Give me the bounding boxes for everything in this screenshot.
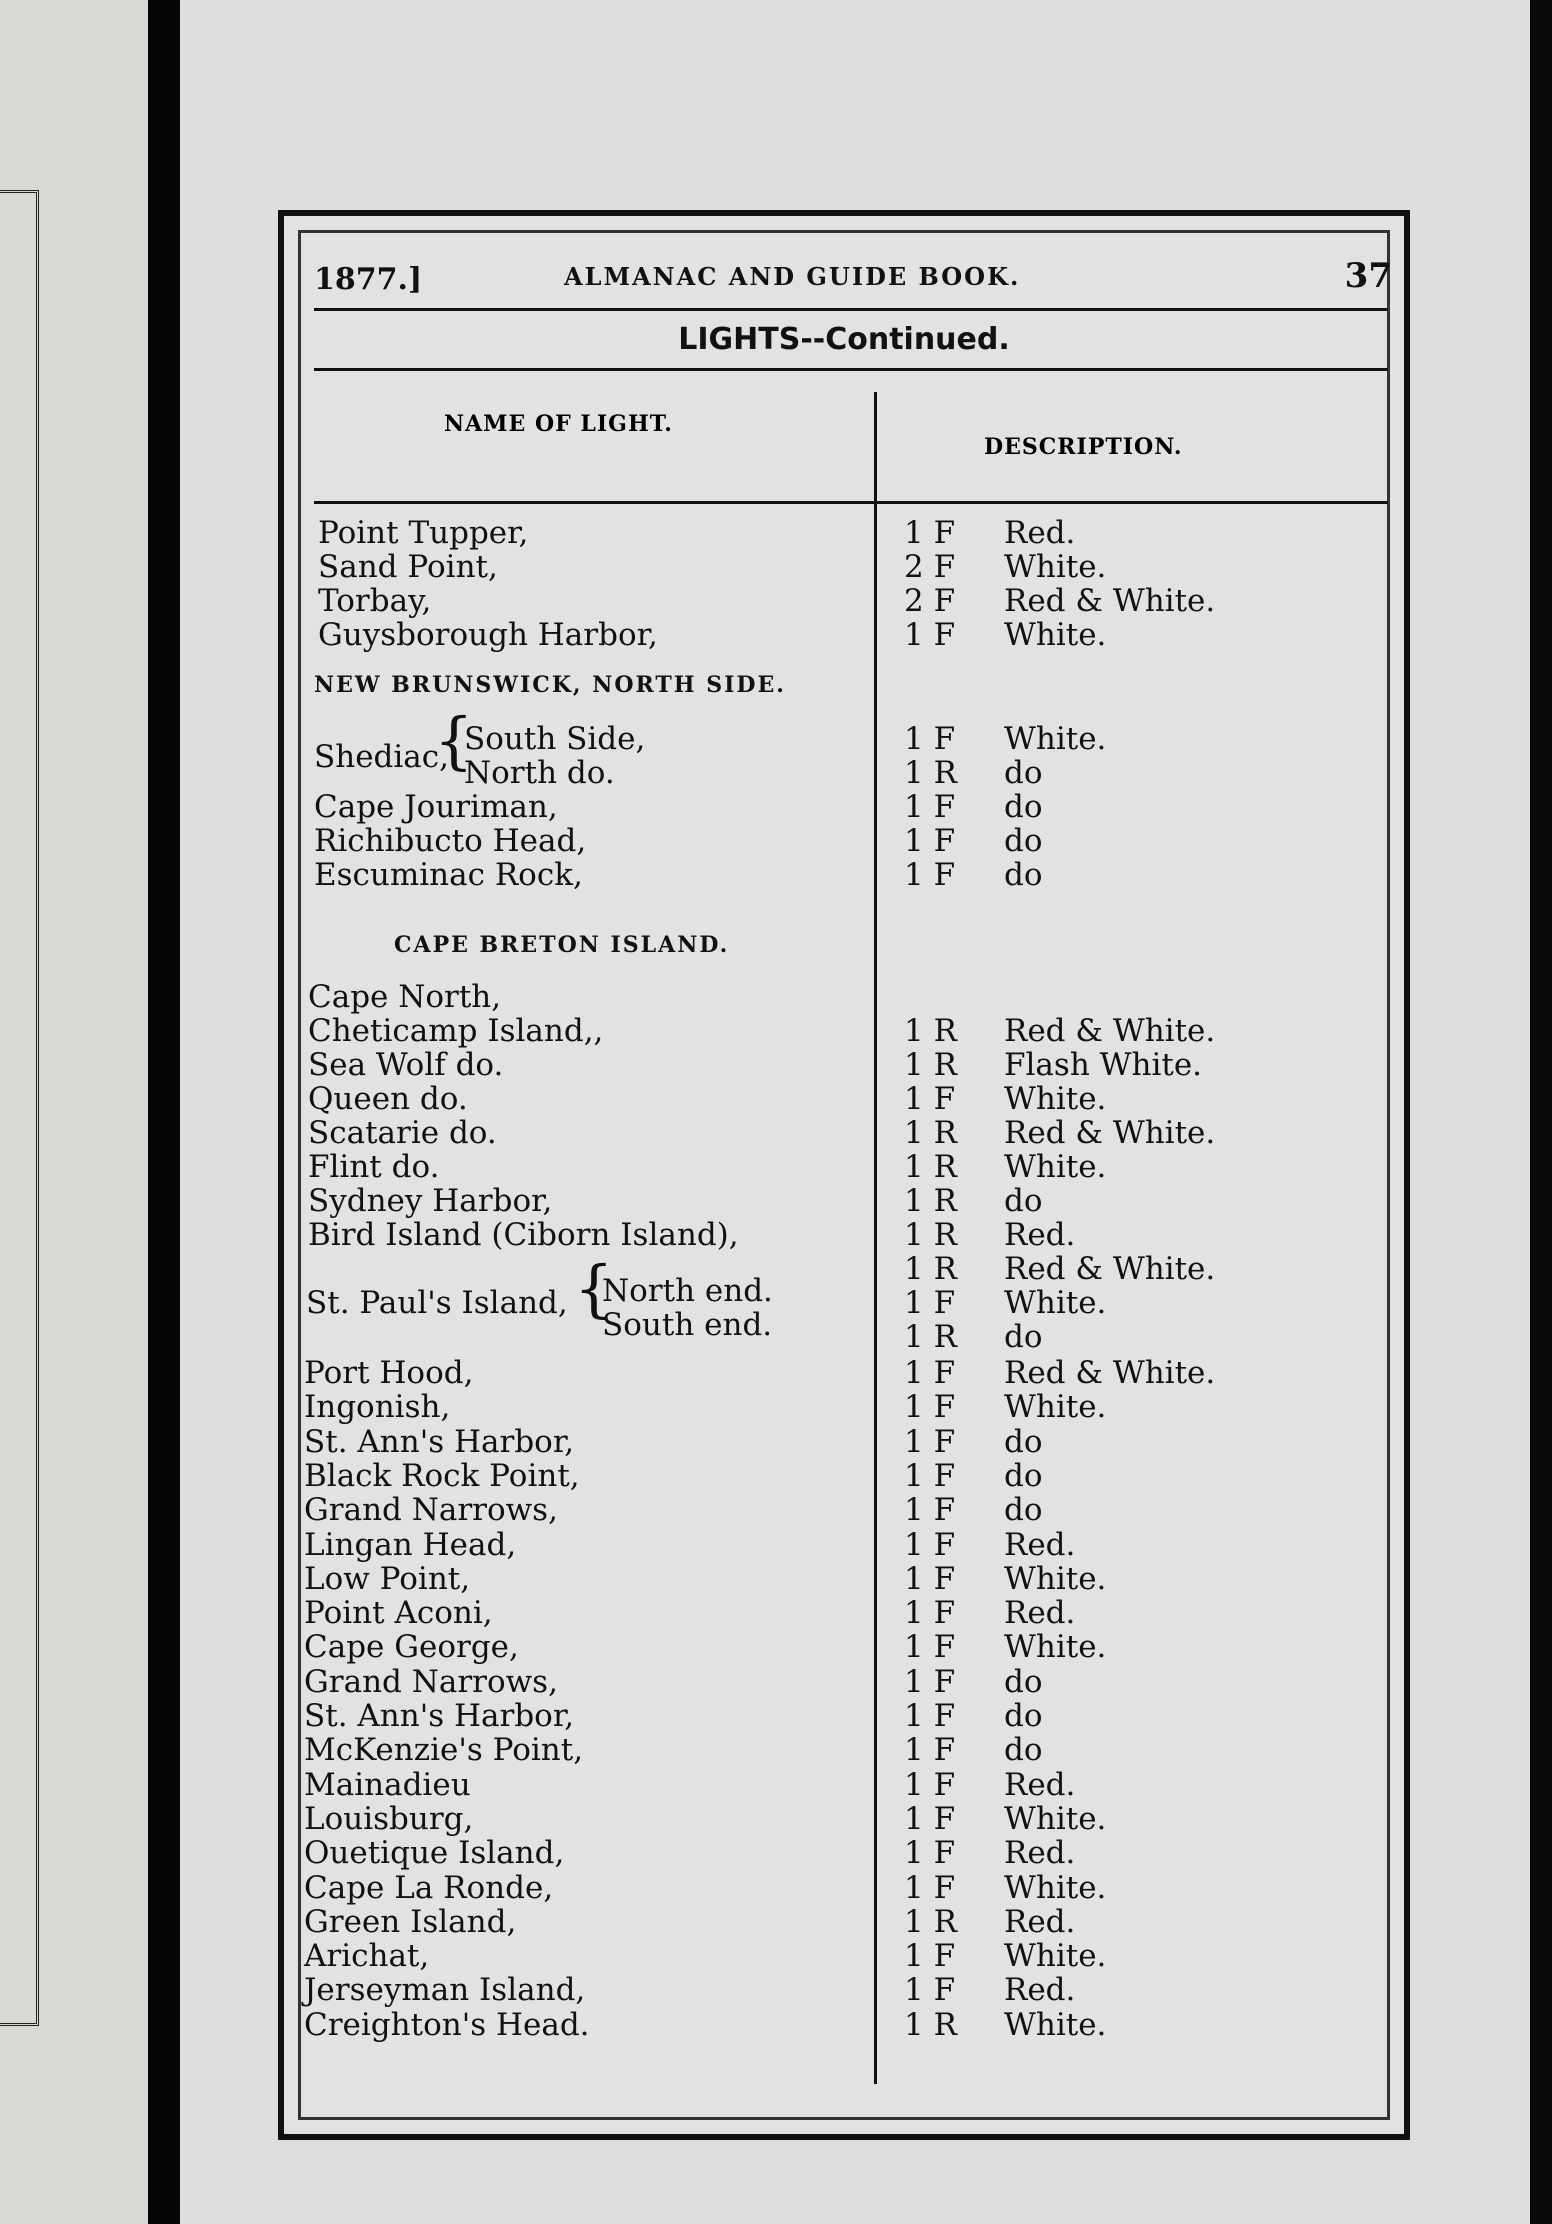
page-frame xyxy=(278,210,1410,2140)
header-title: ALMANAC AND GUIDE BOOK. xyxy=(564,262,1021,291)
light-code: 1 R xyxy=(904,1047,957,1083)
subhead-new-brunswick: NEW BRUNSWICK, NORTH SIDE. xyxy=(314,672,786,698)
light-code: 1 R xyxy=(904,1115,957,1151)
light-description: Red. xyxy=(1004,1903,1076,1940)
light-name: Green Island, xyxy=(304,1903,517,1940)
light-description: do xyxy=(1004,857,1043,893)
light-description: White. xyxy=(1004,1629,1107,1666)
light-name: Black Rock Point, xyxy=(304,1457,580,1494)
light-code: 1 F xyxy=(904,617,956,653)
light-name: McKenzie's Point, xyxy=(304,1732,584,1769)
light-description: do xyxy=(1004,1732,1043,1769)
light-description: White. xyxy=(1004,2006,1107,2043)
light-name: Guysborough Harbor, xyxy=(318,617,658,653)
light-description: do xyxy=(1004,823,1043,859)
light-name: Mainadieu xyxy=(304,1766,471,1803)
light-code: 1 F xyxy=(904,1355,956,1391)
light-name: Ouetique Island, xyxy=(304,1835,565,1872)
light-description: Red & White. xyxy=(1004,1013,1216,1049)
light-description: Red & White. xyxy=(1004,583,1216,619)
column-divider xyxy=(874,392,877,2084)
light-name: Torbay, xyxy=(318,583,432,619)
light-description: Red & White. xyxy=(1004,1115,1216,1151)
light-name: Cape Jouriman, xyxy=(314,789,558,825)
page-number: 37 xyxy=(1344,256,1392,296)
light-code: 1 F xyxy=(904,1698,956,1734)
light-code: 1 R xyxy=(904,755,957,791)
light-name: Cape North, xyxy=(308,979,502,1015)
light-code: 1 F xyxy=(904,1423,956,1460)
light-description: White. xyxy=(1004,1285,1107,1321)
light-name: Bird Island (Ciborn Island), xyxy=(308,1217,739,1253)
light-code: 1 R xyxy=(904,1903,957,1940)
light-name: Cheticamp Island,, xyxy=(308,1013,604,1049)
light-name-part: South Side, xyxy=(464,721,646,757)
light-name: Arichat, xyxy=(304,1938,430,1975)
light-name: Sydney Harbor, xyxy=(308,1183,553,1219)
light-code: 1 F xyxy=(904,1081,956,1117)
light-description: White. xyxy=(1004,1800,1107,1837)
light-code: 1 F xyxy=(904,1869,956,1906)
light-description: do xyxy=(1004,1423,1043,1460)
light-name: St. Paul's Island, xyxy=(306,1285,568,1321)
light-name: Jerseyman Island, xyxy=(304,1972,586,2009)
light-code: 2 F xyxy=(904,583,956,619)
light-code: 1 F xyxy=(904,1800,956,1837)
light-code: 1 F xyxy=(904,1938,956,1975)
light-name: St. Ann's Harbor, xyxy=(304,1698,575,1734)
light-name: Grand Narrows, xyxy=(304,1492,558,1529)
light-name: Queen do. xyxy=(308,1081,468,1117)
light-description: Red. xyxy=(1004,1526,1076,1563)
light-name: Point Tupper, xyxy=(318,515,529,551)
column-header-description: DESCRIPTION. xyxy=(984,434,1183,460)
light-description: do xyxy=(1004,1457,1043,1494)
light-code: 1 F xyxy=(904,857,956,893)
light-description: Red. xyxy=(1004,1595,1076,1632)
light-name: Low Point, xyxy=(304,1560,471,1597)
light-name: Point Aconi, xyxy=(304,1595,493,1632)
light-code: 1 R xyxy=(904,1013,957,1049)
column-header-name: NAME OF LIGHT. xyxy=(444,411,673,437)
light-name: Richibucto Head, xyxy=(314,823,587,859)
light-code: 1 F xyxy=(904,1389,956,1426)
light-name-part: North do. xyxy=(464,755,615,791)
light-code: 1 R xyxy=(904,1149,957,1185)
subhead-cape-breton: CAPE BRETON ISLAND. xyxy=(394,932,730,958)
light-code: 1 F xyxy=(904,1663,956,1700)
page-edge xyxy=(1530,0,1552,2224)
light-code: 1 F xyxy=(904,1457,956,1494)
light-description: do xyxy=(1004,1319,1043,1355)
header-rule xyxy=(314,308,1388,311)
light-description: Red. xyxy=(1004,515,1076,551)
light-code: 1 F xyxy=(904,1972,956,2009)
light-code: 1 F xyxy=(904,721,956,757)
light-description: White. xyxy=(1004,1869,1107,1906)
light-description: White. xyxy=(1004,1389,1107,1426)
light-code: 1 F xyxy=(904,1835,956,1872)
light-description: White. xyxy=(1004,617,1107,653)
light-description: Flash White. xyxy=(1004,1047,1203,1083)
light-description: do xyxy=(1004,1663,1043,1700)
light-description: Red & White. xyxy=(1004,1355,1216,1391)
book-gutter xyxy=(148,0,180,2224)
light-name: Grand Narrows, xyxy=(304,1663,558,1700)
light-description: Red. xyxy=(1004,1835,1076,1872)
light-code: 1 F xyxy=(904,789,956,825)
light-code: 1 R xyxy=(904,1183,957,1219)
header-year: 1877.] xyxy=(314,262,423,297)
light-description: White. xyxy=(1004,1560,1107,1597)
brace-mark: { xyxy=(574,1252,614,1325)
light-code: 1 F xyxy=(904,1492,956,1529)
light-name-part: North end. xyxy=(602,1273,773,1309)
almanac-page xyxy=(180,0,1530,2224)
light-name: St. Ann's Harbor, xyxy=(304,1423,575,1460)
light-code: 1 R xyxy=(904,1251,957,1287)
light-description: do xyxy=(1004,755,1043,791)
light-name: Port Hood, xyxy=(304,1355,474,1391)
light-code: 1 F xyxy=(904,823,956,859)
light-code: 2 F xyxy=(904,549,956,585)
light-code: 1 R xyxy=(904,1217,957,1253)
light-description: Red & White. xyxy=(1004,1251,1216,1287)
light-description: White. xyxy=(1004,721,1107,757)
light-description: Red. xyxy=(1004,1217,1076,1253)
light-code: 1 F xyxy=(904,515,956,551)
light-name: Escuminac Rock, xyxy=(314,857,583,893)
light-name: Creighton's Head. xyxy=(304,2006,590,2043)
section-rule xyxy=(314,368,1388,371)
light-description: White. xyxy=(1004,1149,1107,1185)
light-description: do xyxy=(1004,1492,1043,1529)
light-description: White. xyxy=(1004,549,1107,585)
section-title: LIGHTS--Continued. xyxy=(678,322,1010,357)
light-name: Cape La Ronde, xyxy=(304,1869,554,1906)
light-description: do xyxy=(1004,1183,1043,1219)
light-name: Sand Point, xyxy=(318,549,498,585)
adjacent-page-fragment xyxy=(0,0,148,2224)
light-name: Louisburg, xyxy=(304,1800,474,1837)
light-description: White. xyxy=(1004,1938,1107,1975)
light-code: 1 F xyxy=(904,1732,956,1769)
light-name: Shediac, xyxy=(314,739,450,775)
light-name-part: South end. xyxy=(602,1307,773,1343)
light-code: 1 R xyxy=(904,2006,957,2043)
light-name: Flint do. xyxy=(308,1149,440,1185)
light-description: do xyxy=(1004,1698,1043,1734)
light-name: Sea Wolf do. xyxy=(308,1047,504,1083)
light-name: Scatarie do. xyxy=(308,1115,497,1151)
light-code: 1 F xyxy=(904,1526,956,1563)
adjacent-page-border xyxy=(0,190,39,2026)
light-description: White. xyxy=(1004,1081,1107,1117)
light-description: Red. xyxy=(1004,1766,1076,1803)
column-header-rule xyxy=(314,501,1388,504)
light-code: 1 F xyxy=(904,1766,956,1803)
light-name: Ingonish, xyxy=(304,1389,451,1426)
light-description: Red. xyxy=(1004,1972,1076,2009)
light-description: do xyxy=(1004,789,1043,825)
light-code: 1 F xyxy=(904,1560,956,1597)
light-code: 1 F xyxy=(904,1595,956,1632)
light-code: 1 F xyxy=(904,1285,956,1321)
light-name: Cape George, xyxy=(304,1629,519,1666)
light-name: Lingan Head, xyxy=(304,1526,517,1563)
light-code: 1 F xyxy=(904,1629,956,1666)
light-code: 1 R xyxy=(904,1319,957,1355)
brace-mark: { xyxy=(434,704,474,777)
